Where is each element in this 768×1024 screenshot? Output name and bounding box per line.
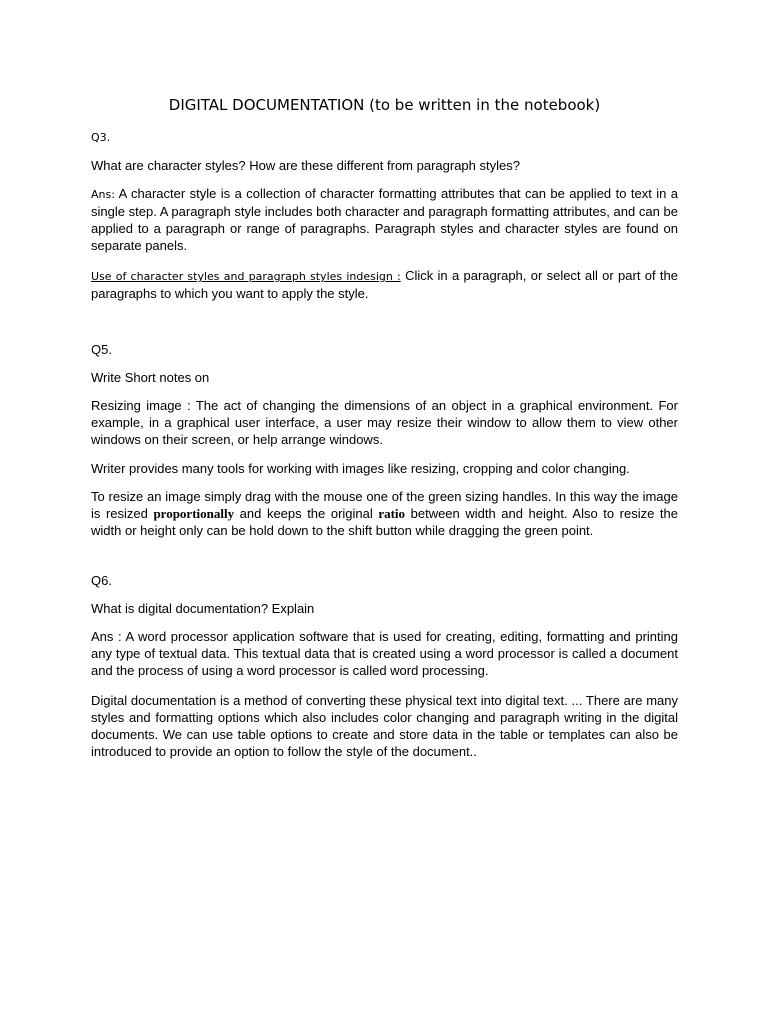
q5-resize-text-a: To resize an image simply drag with the mouse one of the green sizing handles. In this way the image is resized (91, 489, 678, 521)
q5-resize-text-b: and keeps the original (234, 506, 379, 521)
q3-answer-text: A character style is a collection of character formatting attributes that can be applied to text in a single step. A paragraph style includes both character and paragraph formatting attributes, and can be applied to a paragraph or range of paragraphs. Paragraph styles and character styles are found on separate panels. (91, 186, 678, 253)
q3-use-text: Click in a paragraph, or select all or part of the paragraphs to which you want to apply the style. (91, 268, 678, 301)
q6-question: What is digital documentation? Explain (91, 601, 315, 616)
q3-question: What are character styles? How are these different from paragraph styles? (91, 158, 520, 173)
q6-answer-paragraph-1: Ans : A word processor application software that is used for creating, editing, formatting and printing any type of textual data. This textual data that is created using a word processor is called a document and the process of using a word processor is called word processing. (91, 629, 678, 678)
q3-use-heading: Use of character styles and paragraph styles indesign : (91, 270, 401, 283)
q5-label: Q5. (91, 342, 112, 357)
q5-resizing-paragraph: Resizing image : The act of changing the dimensions of an object in a graphical environment. For example, in a graphical user interface, a user may resize their window to allow them to view other windows on their screen, or help arrange windows. (91, 398, 678, 447)
document-title: DIGITAL DOCUMENTATION (to be written in the notebook) (168, 96, 601, 114)
q5-question: Write Short notes on (91, 370, 210, 385)
q6-answer-paragraph-2: Digital documentation is a method of converting these physical text into digital text. ... There are many styles and formatting options which also includes color changing and paragraph writing in the digital documents. We can use table options to create and store data in the table or templates can also be introduced to provide an option to follow the style of the document.. (91, 693, 678, 759)
q3-ans-prefix: Ans: (91, 188, 115, 201)
q5-resize-text-c: between width and height. Also to resize the width or height only can be hold down to the shift button while dragging the green point. (91, 506, 678, 538)
q5-resize-bold-ratio: ratio (378, 506, 406, 521)
q3-use-paragraph (91, 267, 678, 302)
q3-answer (91, 185, 678, 254)
q5-resize-paragraph (91, 488, 678, 539)
q5-resize-bold-proportionally: proportionally (153, 506, 235, 521)
q3-label: Q3. (91, 131, 111, 144)
q5-writer-paragraph: Writer provides many tools for working with images like resizing, cropping and color changing. (91, 461, 630, 476)
q6-label: Q6. (91, 573, 112, 588)
